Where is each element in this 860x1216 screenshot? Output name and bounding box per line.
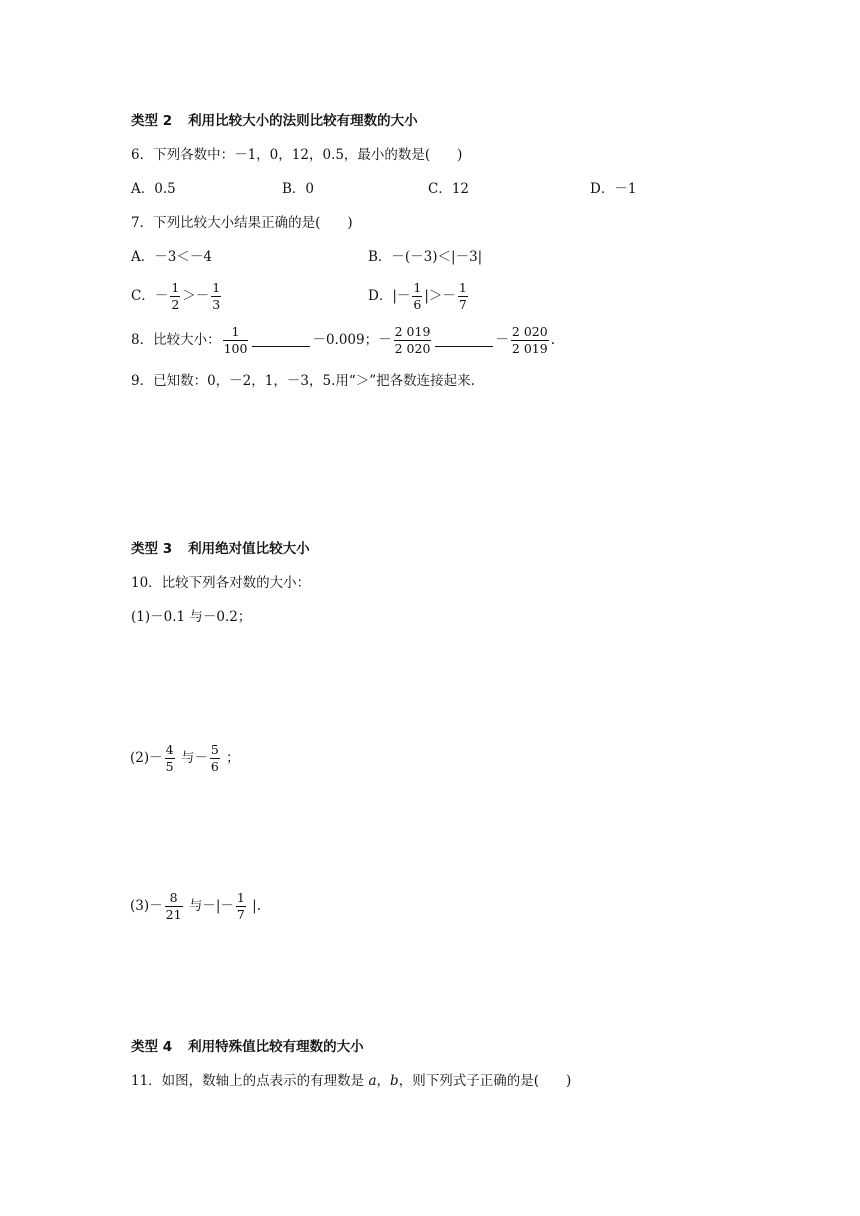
numerator: 2 019 [394, 323, 431, 339]
q6-option-a: A．0.5 [131, 181, 176, 197]
q6-option-c: C．12 [428, 181, 470, 197]
denominator: 7 [236, 907, 245, 922]
fraction [211, 279, 221, 312]
q6-option-b: B．0 [282, 181, 315, 197]
q8-mid1: －0.009；－ [312, 332, 392, 348]
variable-b: b [390, 1073, 399, 1089]
q7-option-c [131, 276, 223, 316]
fraction [210, 741, 220, 774]
fraction [165, 889, 183, 922]
section-label: 类型 3 [131, 541, 173, 557]
fraction [165, 741, 175, 774]
q10-part-1: (1)－0.1 与－0.2； [131, 609, 252, 625]
denominator: 2 [171, 297, 180, 312]
fraction [170, 279, 180, 312]
answer-blank[interactable] [252, 334, 310, 347]
q10-part-3 [130, 886, 261, 926]
numerator: 1 [171, 279, 180, 295]
numerator: 1 [212, 279, 221, 295]
q10p3-suffix: |. [252, 898, 261, 914]
section-heading-type-3 [131, 540, 310, 558]
question-8 [131, 320, 555, 360]
numerator: 1 [413, 279, 422, 295]
q8-prefix: 8．比较大小： [131, 332, 221, 348]
fraction [458, 279, 468, 312]
denominator: 2 019 [511, 341, 548, 356]
q7-option-a: A．－3＜－4 [131, 249, 212, 265]
denominator: 6 [210, 759, 219, 774]
q11-sep: ， [376, 1073, 391, 1089]
q11-stem-post: ，则下列式子正确的是( ) [398, 1073, 572, 1089]
q10p3-prefix: (3)－ [130, 898, 163, 914]
q8-suffix: . [550, 332, 555, 348]
q7d-prefix: D．|－ [368, 288, 411, 304]
q10p3-mid: 与－|－ [188, 898, 234, 914]
denominator: 2 020 [394, 341, 431, 356]
numerator: 8 [169, 889, 178, 905]
q7c-mid: ＞－ [182, 288, 210, 304]
denominator: 3 [212, 297, 221, 312]
answer-blank[interactable] [435, 334, 493, 347]
fraction [394, 323, 432, 356]
numerator: 1 [231, 323, 240, 339]
fraction [511, 323, 549, 356]
question-11-stem [131, 1072, 571, 1090]
q10-part-2 [130, 738, 240, 778]
question-6-stem: 6．下列各数中：－1，0，12，0.5，最小的数是( ) [131, 147, 463, 163]
question-10-stem: 10．比较下列各对数的大小： [131, 575, 311, 591]
section-heading-type-4 [131, 1038, 364, 1056]
numerator: 1 [236, 889, 245, 905]
section-heading-type-2 [131, 112, 418, 130]
q11-stem-pre: 11．如图，数轴上的点表示的有理数是 [131, 1073, 369, 1089]
denominator: 21 [165, 907, 182, 922]
fraction [223, 323, 249, 356]
fraction [236, 889, 246, 922]
q8-mid2: － [495, 332, 509, 348]
q7c-prefix: C．－ [131, 288, 169, 304]
q10p2-prefix: (2)－ [130, 750, 163, 766]
section-label: 类型 4 [131, 1039, 173, 1055]
section-title: 利用特殊值比较有理数的大小 [188, 1039, 364, 1055]
denominator: 7 [458, 297, 467, 312]
numerator: 1 [458, 279, 467, 295]
q7-option-d [368, 276, 470, 316]
q10p2-suffix: ； [226, 750, 240, 766]
section-label: 类型 2 [131, 113, 173, 129]
variable-a: a [368, 1073, 377, 1089]
section-title: 利用绝对值比较大小 [188, 541, 310, 557]
q6-option-d: D．－1 [590, 181, 637, 197]
denominator: 100 [223, 341, 248, 356]
fraction [412, 279, 422, 312]
section-title: 利用比较大小的法则比较有理数的大小 [188, 113, 418, 129]
q7-option-b: B．－(－3)＜|－3| [368, 249, 483, 265]
denominator: 6 [413, 297, 422, 312]
denominator: 5 [165, 759, 174, 774]
question-9-stem: 9．已知数：0，－2，1，－3，5.用“＞”把各数连接起来. [131, 373, 475, 389]
numerator: 2 020 [511, 323, 548, 339]
question-7-stem: 7．下列比较大小结果正确的是( ) [131, 215, 353, 231]
numerator: 4 [165, 741, 174, 757]
q7d-mid: |＞－ [424, 288, 456, 304]
numerator: 5 [210, 741, 219, 757]
q10p2-mid: 与－ [180, 750, 208, 766]
